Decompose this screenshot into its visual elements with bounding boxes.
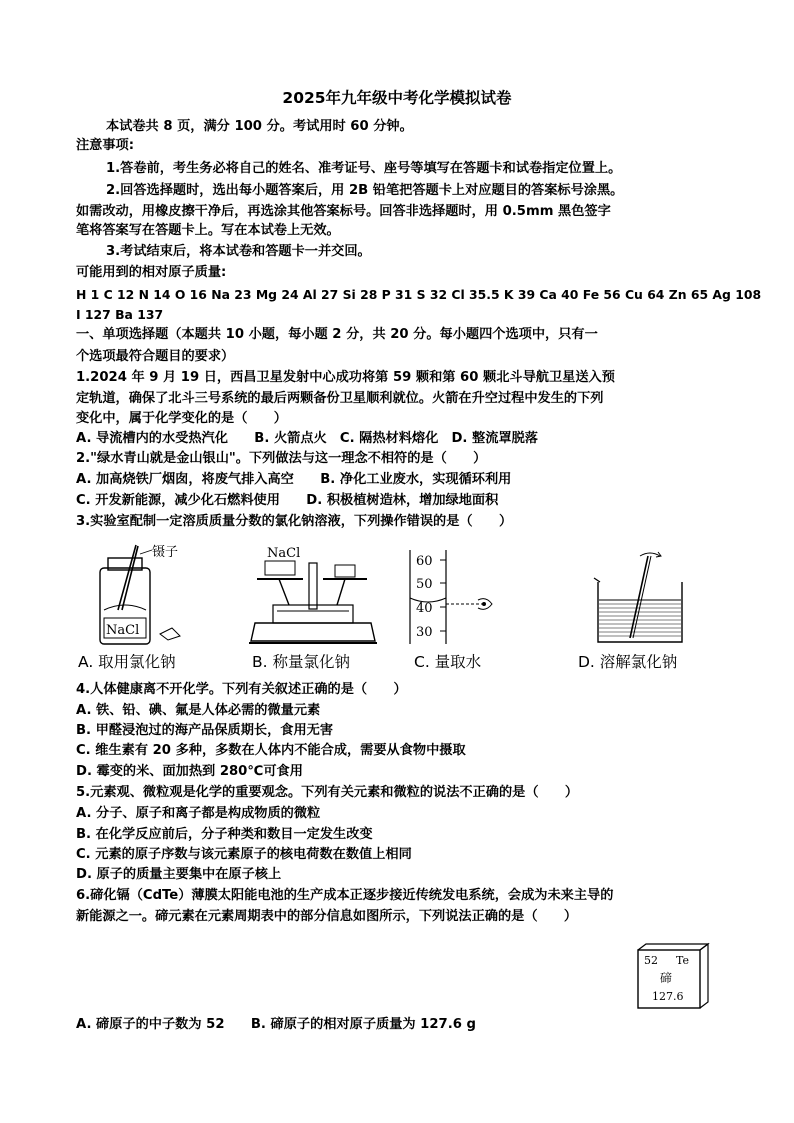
q5-stem: 5.元素观、微粒观是化学的重要观念。下列有关元素和微粒的说法不正确的是（ ） [76,785,579,800]
caption-b: B. 称量氯化钠 [252,653,350,671]
q6-stem-1: 6.碲化镉（CdTe）薄膜太阳能电池的生产成本正逐步接近传统发电系统，会成为未来主导的 [76,888,614,903]
caption-d: D. 溶解氯化钠 [578,653,678,671]
q6-options: A. 碲原子的中子数为 52 B. 碲原子的相对原子质量为 127.6 g [76,1017,476,1032]
notice-2-end: 笔将答案写在答题卡上。写在本试卷上无效。 [76,223,340,238]
q1-options: A. 导流槽内的水受热汽化 B. 火箭点火 C. 隔热材料熔化 D. 整流罩脱落 [76,431,538,446]
element-mass: 127.6 [652,990,684,1003]
figure-take-nacl [88,540,208,650]
page-title: 2025年九年级中考化学模拟试卷 [282,89,512,107]
nacl-bottle-label: NaCl [106,623,140,638]
intro-text: 本试卷共 8 页，满分 100 分。考试用时 60 分钟。 [106,119,413,134]
element-name: 碲 [660,971,673,985]
q2-options-2: C. 开发新能源，减少化石燃料使用 D. 积极植树造林，增加绿地面积 [76,493,499,508]
q5-option-a: A. 分子、原子和离子都是构成物质的微粒 [76,806,321,821]
section-heading-2: 个选项最符合题目的要求） [76,349,235,364]
tick-40: 40 [416,601,433,616]
tick-50: 50 [416,577,433,592]
q2-stem: 2."绿水青山就是金山银山"。下列做法与这一理念不相符的是（ ） [76,451,487,466]
q5-option-c: C. 元素的原子序数与该元素原子的核电荷数在数值上相同 [76,847,412,862]
caption-c: C. 量取水 [414,653,482,671]
element-symbol: Te [676,954,689,967]
figure-measure-water [406,546,498,646]
notice-heading: 注意事项: [76,138,135,153]
tick-60: 60 [416,554,433,569]
q6-stem-2: 新能源之一。碲元素在元素周期表中的部分信息如图所示，下列说法正确的是（ ） [76,909,578,924]
q4-option-a: A. 铁、铅、碘、氟是人体必需的微量元素 [76,703,321,718]
q3-stem: 3.实验室配制一定溶质质量分数的氯化钠溶液，下列操作错误的是（ ） [76,514,513,529]
section-heading-1: 一、单项选择题（本题共 10 小题，每小题 2 分，共 20 分。每小题四个选项中，只有一 [76,327,598,342]
q4-stem: 4.人体健康离不开化学。下列有关叙述正确的是（ ） [76,682,407,697]
figure-weigh-nacl [243,545,383,647]
element-tile-te [636,942,712,1010]
notice-1: 1.答卷前，考生务必将自己的姓名、准考证号、座号等填写在答题卡和试卷指定位置上。 [106,161,622,176]
q1-stem-2: 定轨道，确保了北斗三号系统的最后两颗备份卫星顺利就位。火箭在升空过程中发生的下列 [76,391,604,406]
figure-dissolve-nacl [590,548,696,648]
q4-option-b: B. 甲醛浸泡过的海产品保质期长，食用无害 [76,723,334,738]
q1-stem-1: 1.2024 年 9 月 19 日，西昌卫星发射中心成功将第 59 颗和第 60 颗北斗导航卫星送入预 [76,370,615,385]
caption-a: A. 取用氯化钠 [78,653,176,671]
atomic-heading: 可能用到的相对原子质量: [76,265,227,280]
q5-option-d: D. 原子的质量主要集中在原子核上 [76,867,282,882]
q5-option-b: B. 在化学反应前后，分子种类和数目一定发生改变 [76,827,373,842]
atomic-masses-1: H 1 C 12 N 14 O 16 Na 23 Mg 24 Al 27 Si 28 P 31 S 32 Cl 35.5 K 39 Ca 40 Fe 56 Cu 64 Zn 65 Ag 108 [76,287,762,302]
q4-option-c: C. 维生素有 20 多种，多数在人体内不能合成，需要从食物中摄取 [76,743,466,758]
notice-3: 3.考试结束后，将本试卷和答题卡一并交回。 [106,244,371,259]
tick-30: 30 [416,625,433,640]
balance-nacl-label: NaCl [267,546,301,561]
element-number: 52 [644,954,658,967]
notice-2-cont: 如需改动，用橡皮擦干净后，再选涂其他答案标号。回答非选择题时，用 0.5mm 黑色签字 [76,204,611,219]
q2-options-1: A. 加高烧铁厂烟囱，将废气排入高空 B. 净化工业废水，实现循环利用 [76,472,512,487]
q1-stem-3: 变化中，属于化学变化的是（ ） [76,411,287,426]
q4-option-d: D. 霉变的米、面加热到 280℃可食用 [76,764,303,779]
notice-2: 2.回答选择题时，选出每小题答案后，用 2B 铅笔把答题卡上对应题目的答案标号涂黑。 [106,183,624,198]
tweezers-label: 镊子 [152,545,179,560]
atomic-masses-2: I 127 Ba 137 [76,307,164,322]
